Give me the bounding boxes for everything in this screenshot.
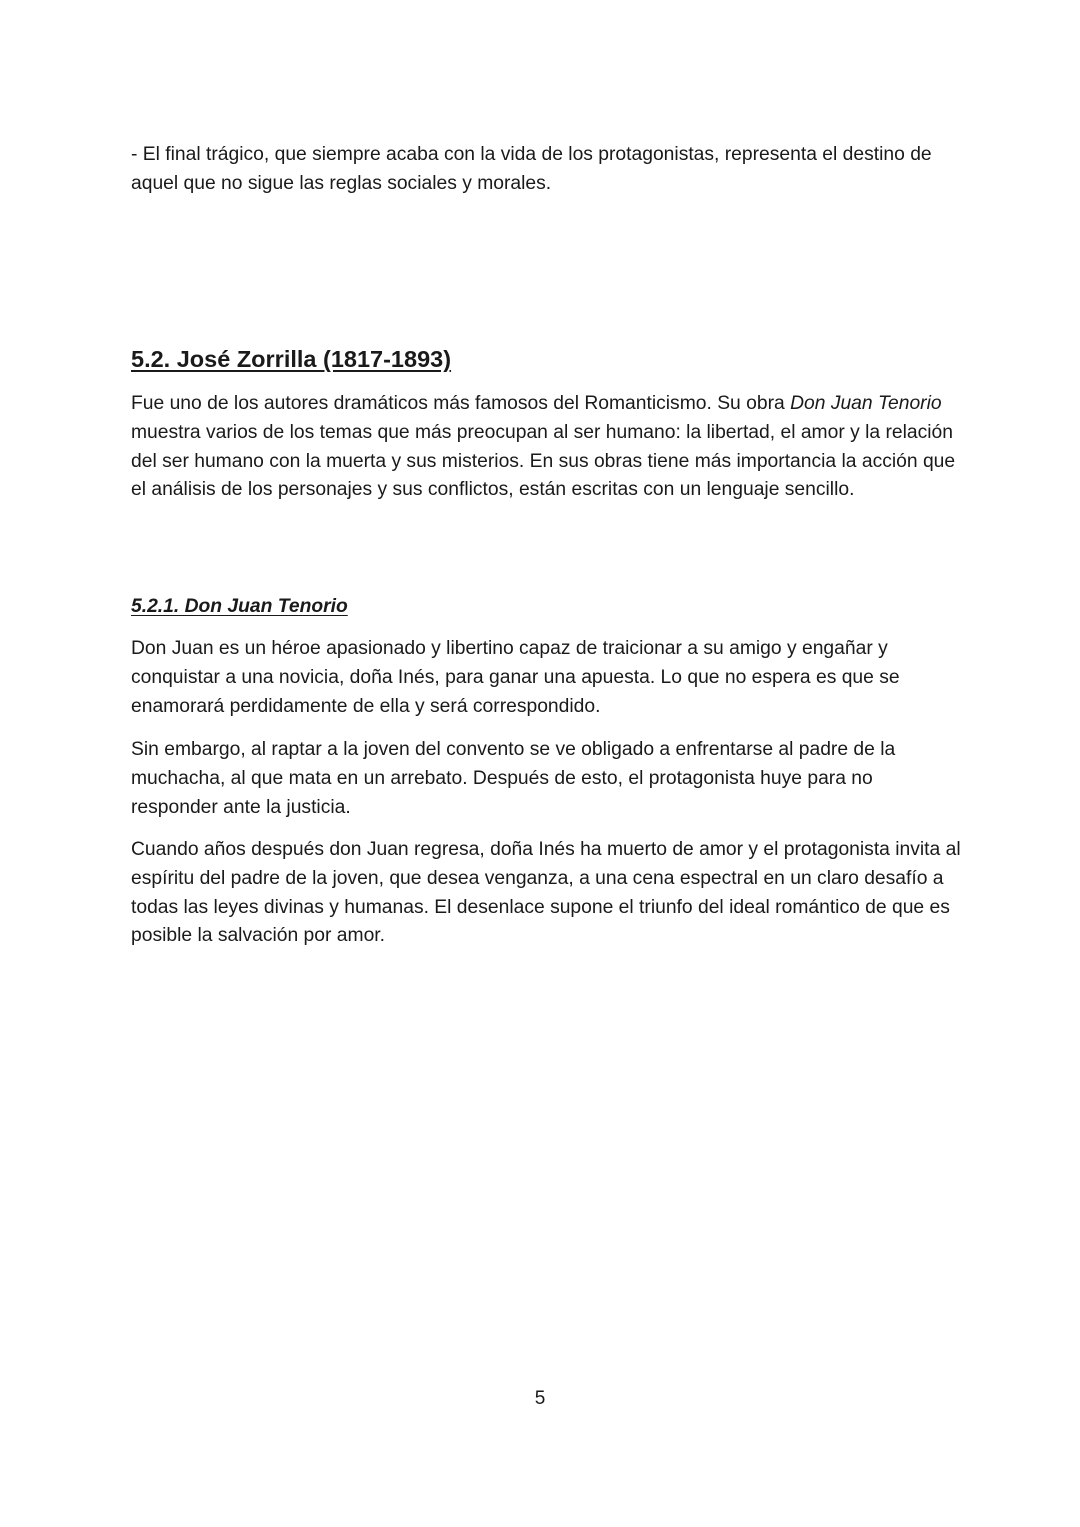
work-title: Don Juan Tenorio (790, 393, 942, 414)
subsection-paragraph-3: Cuando años después don Juan regresa, doña Inés ha muerto de amor y el protagonista invita al espíritu del padre de la joven, que desea venganza, a una cena espectral en un claro desafío a todas las leyes divinas y humanas. El desenlace supone el triunfo del ideal romántico de que es posible la salvación por amor. (131, 839, 961, 947)
section-heading: 5.2. José Zorrilla (1817-1893) (131, 346, 452, 372)
section-paragraph (131, 390, 961, 505)
subsection-heading: 5.2.1. Don Juan Tenorio (131, 596, 348, 617)
subsection-paragraph-1: Don Juan es un héroe apasionado y libertino capaz de traicionar a su amigo y engañar y conquistar a una novicia, doña Inés, para ganar una apuesta. Lo que no espera es que se enamorará perdidamente de ella y será correspondido. (131, 638, 900, 717)
section-paragraph-start: Fue uno de los autores dramáticos más famosos del Romanticismo. Su obra (131, 393, 791, 414)
subsection-paragraph-2: Sin embargo, al raptar a la joven del convento se ve obligado a enfrentarse al padre de la muchacha, al que mata en un arrebato. Después de esto, el protagonista huye para no responder ante la justicia. (131, 739, 896, 818)
page-number: 5 (534, 1388, 546, 1409)
section-paragraph-end: muestra varios de los temas que más preocupan al ser humano: la libertad, el amor y la relación del ser humano con la muerta y sus misterios. En sus obras tiene más importancia la acción que el análisis de los personajes y sus conflictos, están escritas con un lenguaje sencillo. (131, 421, 956, 501)
intro-paragraph: - El final trágico, que siempre acaba con la vida de los protagonistas, representa el destino de aquel que no sigue las reglas sociales y morales. (131, 144, 932, 194)
